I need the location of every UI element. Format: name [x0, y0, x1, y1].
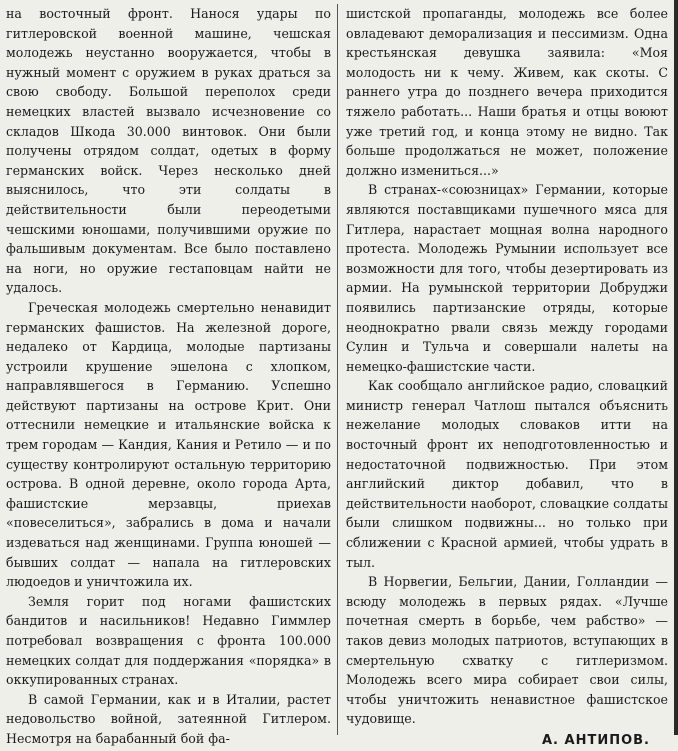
right-column: [337, 4, 668, 748]
paragraph-himmler: Земля горит под ногами фашистских бандитов и насильников! Недавно Гиммлер потребовал возвращения с фронта 100.000 немецких солдат для поддержания «порядка» в оккупированных странах.: [6, 593, 331, 688]
paragraph-propaganda: шистской пропаганды, молодежь все более овладевают деморализация и пессимизм. Одна крестьянская девушка заявила: «Моя молодость ни к чему. Живем, как скоты. С раннего утра до позднего вечера приходится тяжело работать... Наши братья и отцы воюют уже третий год, и конца этому не видно. Так больше продолжаться не может, положение должно измениться...»: [346, 6, 668, 178]
paragraph-allies-romania: В странах-«союзницах» Германии, которые являются поставщиками пушечного мяса для Гитлера, нарастает мощная волна народного протеста. Молодежь Румынии использует все возможности для того, чтобы дезертировать из армии. На румынской территории Добруджи появились партизанские отряды, которые неоднократно рвали связь между городами Сулин и Тульча и совершали налеты на немецко-фашистские части.: [346, 182, 668, 374]
paragraph-slovakia: Как сообщало английское радио, словацкий министр генерал Чатлош пытался объяснить нежелание молодых словаков итти на восточный фронт их неподготовленностью и недостаточной подвижностью. При этом английский диктор добавил, что в действительности наоборот, словацкие солдаты были слишком подвижны... но только при сближении с Красной армией, чтобы удрать в тыл.: [346, 378, 668, 570]
page-edge: [674, 0, 678, 735]
left-column: [6, 4, 337, 746]
paragraph-greek-youth: Греческая молодежь смертельно ненавидит германских фашистов. На железной дороге, недалеко от Кардица, молодые партизаны устроили крушение эшелона с хлопком, направлявшегося в Германию. Успешно действуют партизаны на острове Крит. Они оттеснили немецкие и итальянские войска к трем городам — Кандия, Кания и Ретило — и по существу контролируют остальную территорию острова. В одной деревне, около города Арта, фашистские мерзавцы, приехав «повеселиться», забрались в дома и начали издеваться над женщинами. Группа юношей — бывших солдат — напала на гитлеровских людоедов и уничтожила их.: [6, 299, 331, 590]
paragraph-norway-belgium: В Норвегии, Бельгии, Дании, Голландии — всюду молодежь в первых рядах. «Лучше почетная смерть в борьбе, чем рабство» — таков девиз молодых патриотов, вступающих в смертельную схватку с гитлеризмом. Молодежь всего мира собирает свои силы, чтобы уничтожить ненавистное фашистское чудовище.: [346, 574, 668, 727]
paragraph-germany-italy: В самой Германии, как и в Италии, растет недовольство войной, затеянной Гитлером. Несмотря на барабанный бой фа-: [6, 691, 331, 746]
article-columns: [6, 4, 670, 748]
author-signature: А. АНТИПОВ.: [542, 732, 650, 748]
paragraph-czech-youth: на восточный фронт. Нанося удары по гитлеровской военной машине, чешская молодежь неустанно вооружается, чтобы в нужный момент с оружием в руках драться за свою свободу. Большой переполох среди немецких властей вызвало исчезновение со складов Шкода 30.000 винтовок. Они были получены отрядом солдат, одетых в форму германских войск. Через несколько дней выяснилось, что эти солдаты в действительности были переодетыми чешскими юношами, получившими оружие по фальшивым документам. Все было поставлено на ноги, но оружие гестаповцам найти не удалось.: [6, 6, 331, 296]
